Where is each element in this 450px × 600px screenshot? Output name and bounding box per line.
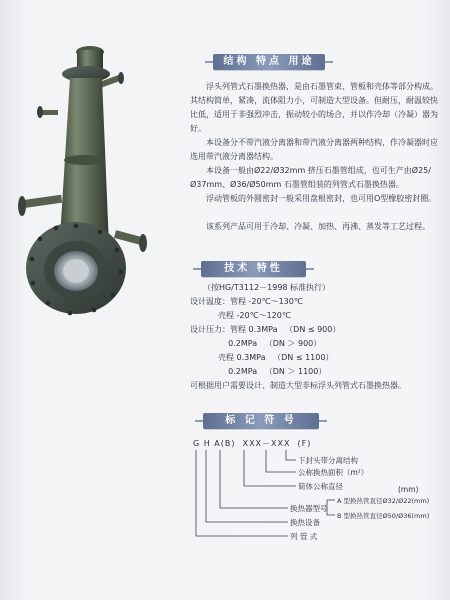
structure-paragraph-3: 本设备一般由Ø22/Ø32mm 挤压石墨管组成，也可生产由Ø25/Ø37mm、Ø36/Ø50mm 石墨管组装的列管式石墨换热器。: [190, 166, 431, 189]
label-type: 换热器型号: [290, 504, 328, 513]
structure-paragraph-4: 浮动管板的外圆密封一般采用盘根密封，也可用O型橡胶密封圈。: [206, 194, 437, 203]
structure-paragraph-1: 浮头列管式石墨换热器，是由石墨管束、管板和壳体等部分构成。其结构简单，紧凑，流体阻力小，可制造大型设备。但耐压，耐温较快比低，适用于非强烈冲击，振动较小的场合，并以作冷却（冷凝）器为好。: [190, 82, 438, 133]
label-diameter: 简体公称直径: [298, 482, 343, 491]
label-area: 公称换热面积（m²）: [298, 468, 369, 477]
specs-line-3: 设计压力：管程 0.3MPa （DN ≤ 900）: [190, 325, 341, 334]
label-separator: 下封头带分离结构: [298, 456, 358, 465]
specs-line-2: 壳程 -20℃～120℃: [190, 311, 291, 320]
specs-line-6: 0.2MPa （DN ＞ 1100）: [190, 367, 327, 376]
designation-heading: 标 记 符 号: [203, 413, 319, 429]
structure-heading: 结构 特点 用途: [213, 54, 325, 70]
specs-line-4: 0.2MPa （DN ＞ 900）: [190, 339, 322, 348]
specs-standard: （按HG/T3112－1998 标准执行）: [203, 283, 331, 292]
label-type-b: B 型换热管直径Ø50/Ø36(mm): [337, 512, 430, 520]
label-diameter-unit: (mm): [398, 485, 419, 494]
structure-paragraph-5: 该系列产品可用于冷却、冷凝、加热、再沸、蒸发等工艺过程。: [206, 222, 430, 231]
specs-line-5: 壳程 0.3MPa （DN ≤ 1100）: [190, 353, 334, 362]
specs-note: 可根据用户需要设计、制造大型非标浮头列管式石墨换热器。: [190, 381, 406, 390]
designation-code: G H A(B) XXX－XXX (F): [193, 439, 312, 448]
label-tubular: 列 管 式: [290, 532, 318, 541]
structure-paragraph-2: 本设备分不带汽液分离器和带汽液分离器两种结构，作冷凝器时应选用带汽液分离器结构。: [190, 138, 438, 161]
label-type-a: A 型换热管直径Ø32/Ø22(mm): [337, 497, 430, 505]
specs-line-1: 设计温度：管程 -20℃～130℃: [190, 297, 303, 306]
label-equipment: 换热设备: [290, 518, 320, 527]
specs-heading: 技术 特性: [201, 261, 306, 277]
